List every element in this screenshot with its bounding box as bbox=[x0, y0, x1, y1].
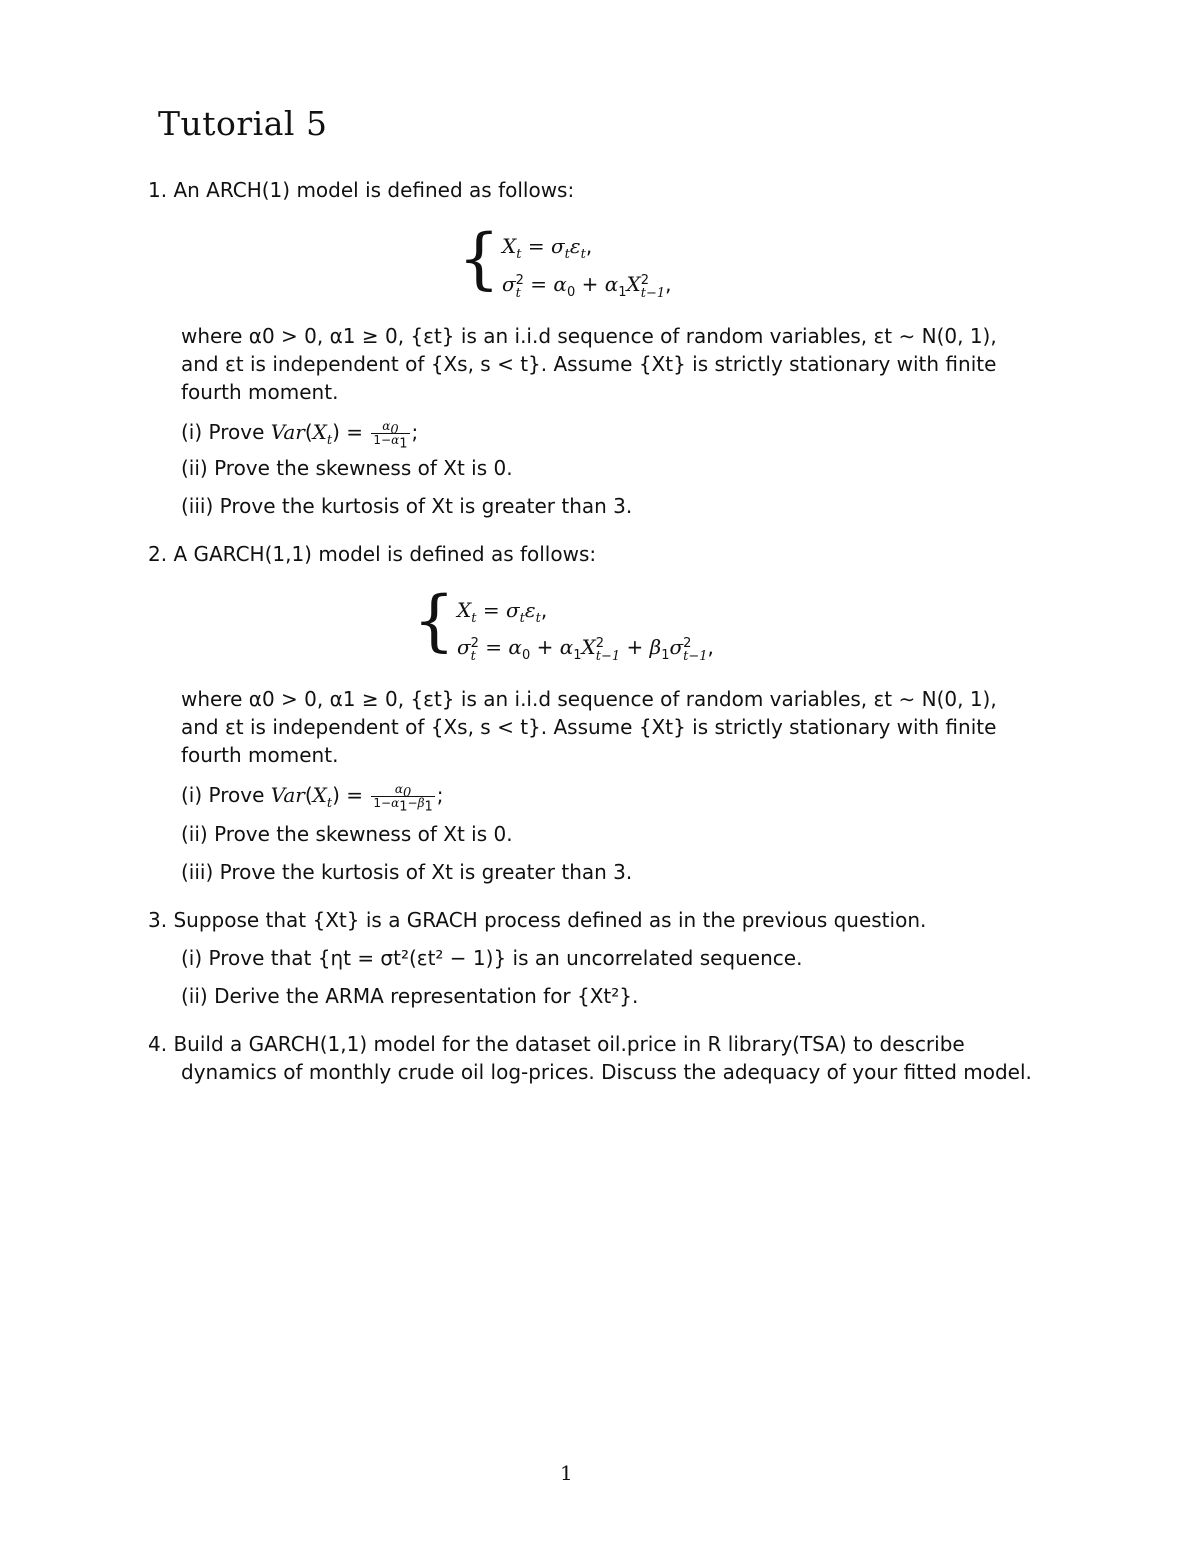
question-4-line-1 bbox=[148, 1034, 965, 1054]
question-1-equation-2: σ 2 t = $\alpha_0 + \alpha_1X$ 2 t−1 , bbox=[502, 272, 672, 301]
question-2-equation-2: σ 2 t = $\alpha_0 + \alpha_1X$ 2 t−1 + $\beta_1\sigma$ 2 t−1 , bbox=[457, 635, 714, 664]
question-1-variance-fraction: $\frac{\alpha_0}{1-\alpha_1}$ bbox=[373, 419, 408, 452]
question-2-number: 2. bbox=[148, 542, 168, 566]
question-3-number: 3. bbox=[148, 908, 168, 932]
question-2-equation-1: $X_t = \sigma_t\varepsilon_t$, bbox=[457, 598, 548, 626]
question-2-conditions-line-2: and εt is independent of {Xs, s < t}. Assume {Xt} is strictly stationary with finite bbox=[181, 715, 997, 739]
question-2-equation-brace: { bbox=[413, 582, 455, 659]
question-1-part-i: (i) Prove $Var(X_t)$ = $\frac{\alpha_0}{1-\alpha_1}$ ; bbox=[181, 419, 419, 452]
question-1-intro-text: An ARCH(1) model is defined as follows: bbox=[173, 178, 575, 202]
question-2-intro-text: A GARCH(1,1) model is defined as follows: bbox=[173, 542, 597, 566]
question-1-conditions-line-2: and εt is independent of {Xs, s < t}. Assume {Xt} is strictly stationary with finite bbox=[181, 352, 997, 376]
question-1-intro bbox=[148, 180, 574, 200]
question-3-part-ii: (ii) Derive the ARMA representation for {Xt²}. bbox=[181, 984, 639, 1008]
question-4-line-1-text: Build a GARCH(1,1) model for the dataset oil.price in R library(TSA) to describe bbox=[173, 1032, 965, 1056]
question-2-part-iii: (iii) Prove the kurtosis of Xt is greater than 3. bbox=[181, 860, 633, 884]
question-2-part-ii: (ii) Prove the skewness of Xt is 0. bbox=[181, 822, 513, 846]
question-4-number: 4. bbox=[148, 1032, 168, 1056]
question-1-conditions-line-3: fourth moment. bbox=[181, 380, 339, 404]
question-1-part-ii: (ii) Prove the skewness of Xt is 0. bbox=[181, 456, 513, 480]
question-1-part-iii: (iii) Prove the kurtosis of Xt is greater than 3. bbox=[181, 494, 633, 518]
question-2-variance-fraction: $\frac{\alpha_0}{1-\alpha_1-\beta_1}$ bbox=[373, 782, 433, 815]
question-2-part-i-text: (i) Prove bbox=[181, 783, 265, 808]
question-1-equation-brace: { bbox=[458, 220, 500, 297]
question-3-intro-text: Suppose that {Xt} is a GRACH process defined as in the previous question. bbox=[173, 908, 927, 932]
question-1-conditions-line-1: where α0 > 0, α1 ≥ 0, {εt} is an i.i.d sequence of random variables, εt ∼ N(0, 1), bbox=[181, 324, 997, 348]
question-3-part-i: (i) Prove that {ηt = σt²(εt² − 1)} is an uncorrelated sequence. bbox=[181, 946, 803, 970]
question-2-conditions-line-3: fourth moment. bbox=[181, 743, 339, 767]
page-title: Tutorial 5 bbox=[158, 104, 328, 143]
page-number: 1 bbox=[560, 1461, 573, 1485]
question-2-conditions-line-1: where α0 > 0, α1 ≥ 0, {εt} is an i.i.d sequence of random variables, εt ∼ N(0, 1), bbox=[181, 687, 997, 711]
question-2-intro bbox=[148, 544, 596, 564]
question-1-part-i-text: (i) Prove bbox=[181, 420, 265, 445]
question-3-intro bbox=[148, 910, 926, 930]
question-2-part-i: (i) Prove $Var(X_t)$ = $\frac{\alpha_0}{1-\alpha_1-\beta_1}$ ; bbox=[181, 782, 444, 815]
question-1-number: 1. bbox=[148, 178, 168, 202]
question-1-equation-1: $X_t = \sigma_t\varepsilon_t$, bbox=[502, 234, 593, 262]
question-4-line-2: dynamics of monthly crude oil log-prices. Discuss the adequacy of your fitted model. bbox=[181, 1060, 1032, 1084]
